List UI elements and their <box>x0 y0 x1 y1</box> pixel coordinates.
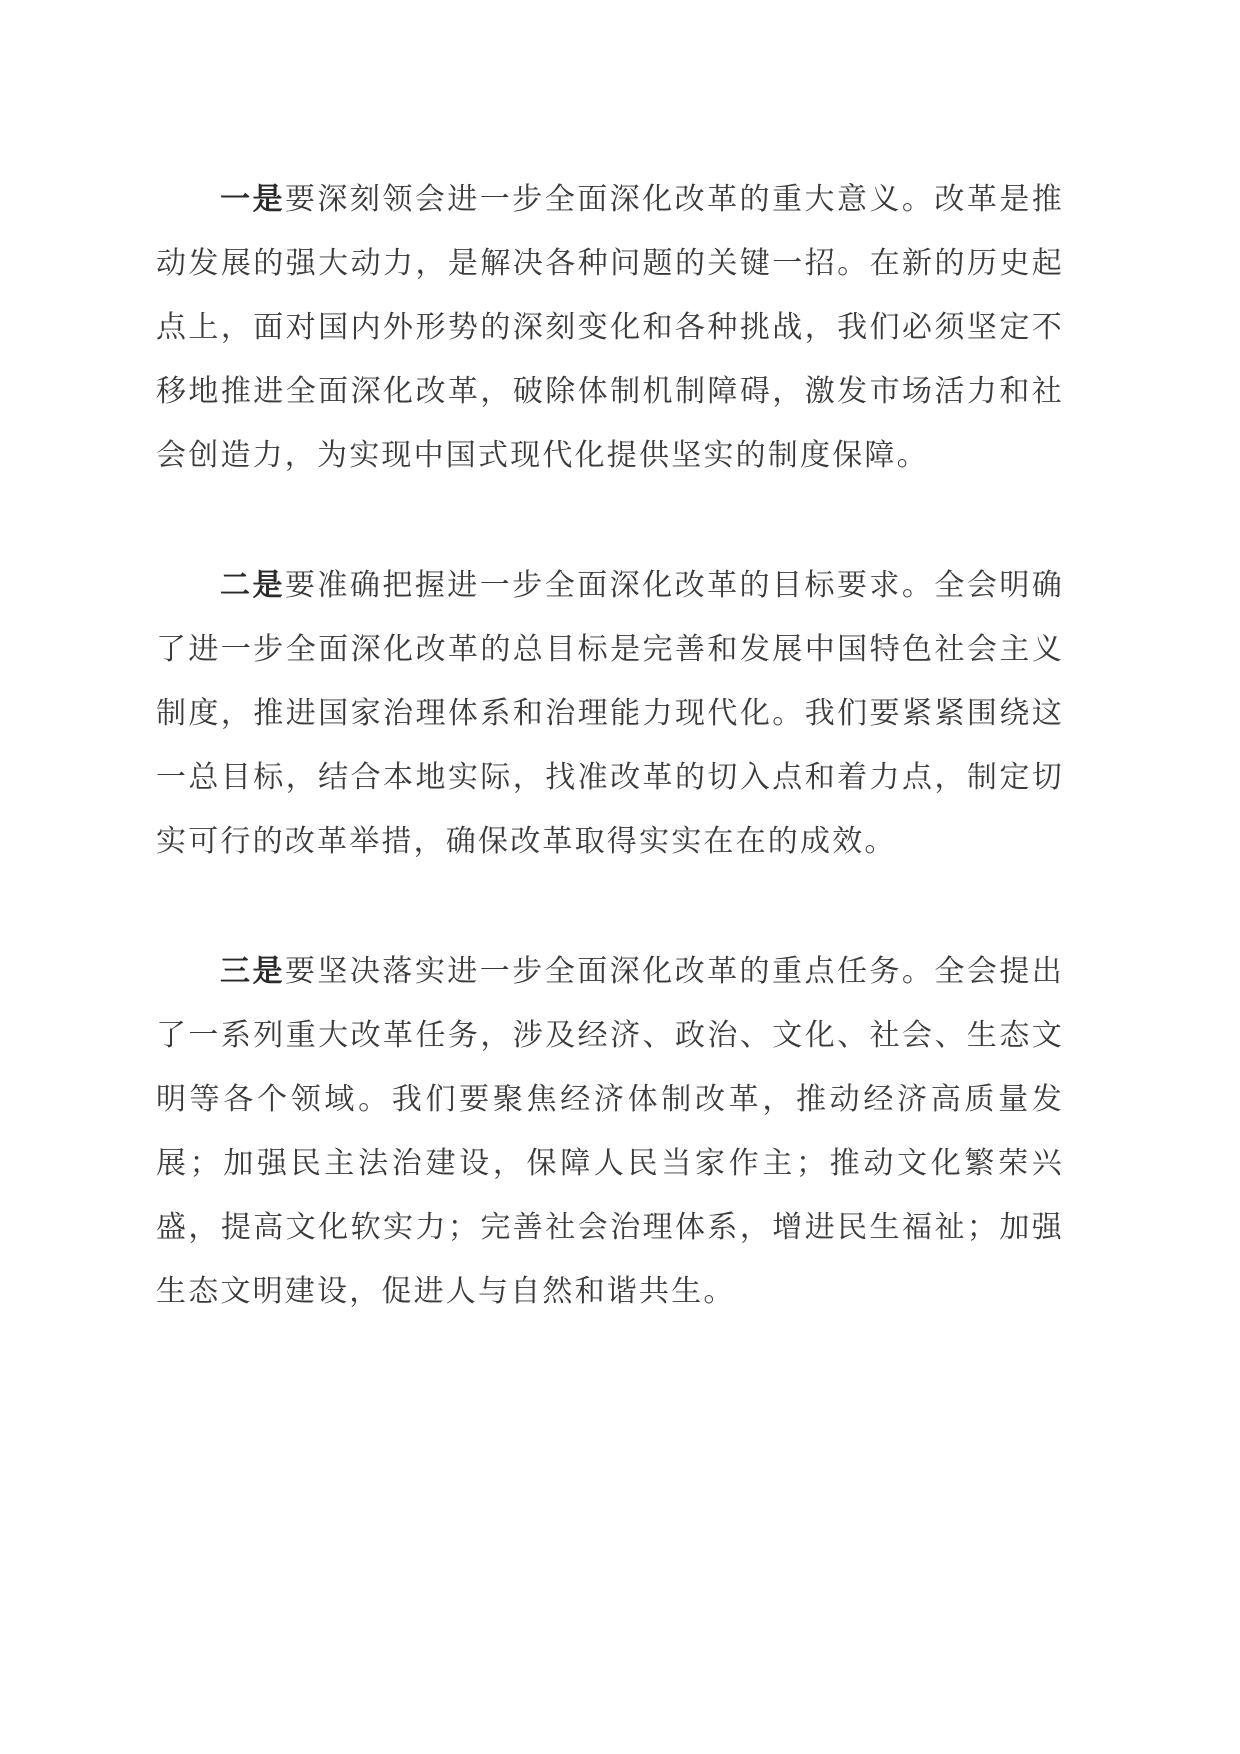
paragraph-1 <box>156 168 1064 488</box>
paragraph-2-lead: 二是 <box>220 568 285 603</box>
paragraph-1-text: 要深刻领会进一步全面深化改革的重大意义。改革是推动发展的强大动力，是解决各种问题的关键一招。在新的历史起点上，面对国内外形势的深刻变化和各种挑战，我们必须坚定不移地推进全面深化改革，破除体制机制障碍，激发市场活力和社会创造力，为实现中国式现代化提供坚实的制度保障。 <box>156 182 1064 473</box>
document-body <box>156 168 1064 1324</box>
paragraph-2-text: 要准确把握进一步全面深化改革的目标要求。全会明确了进一步全面深化改革的总目标是完善和发展中国特色社会主义制度，推进国家治理体系和治理能力现代化。我们要紧紧围绕这一总目标，结合本地实际，找准改革的切入点和着力点，制定切实可行的改革举措，确保改革取得实实在在的成效。 <box>156 568 1064 859</box>
paragraph-3 <box>156 940 1064 1324</box>
paragraph-3-lead: 三是 <box>220 954 285 989</box>
paragraph-2 <box>156 554 1064 874</box>
paragraph-1-lead: 一是 <box>220 182 285 217</box>
paragraph-3-text: 要坚决落实进一步全面深化改革的重点任务。全会提出了一系列重大改革任务，涉及经济、政治、文化、社会、生态文明等各个领域。我们要聚焦经济体制改革，推动经济高质量发展；加强民主法治建设，保障人民当家作主；推动文化繁荣兴盛，提高文化软实力；完善社会治理体系，增进民生福祉；加强生态文明建设，促进人与自然和谐共生。 <box>156 954 1064 1309</box>
